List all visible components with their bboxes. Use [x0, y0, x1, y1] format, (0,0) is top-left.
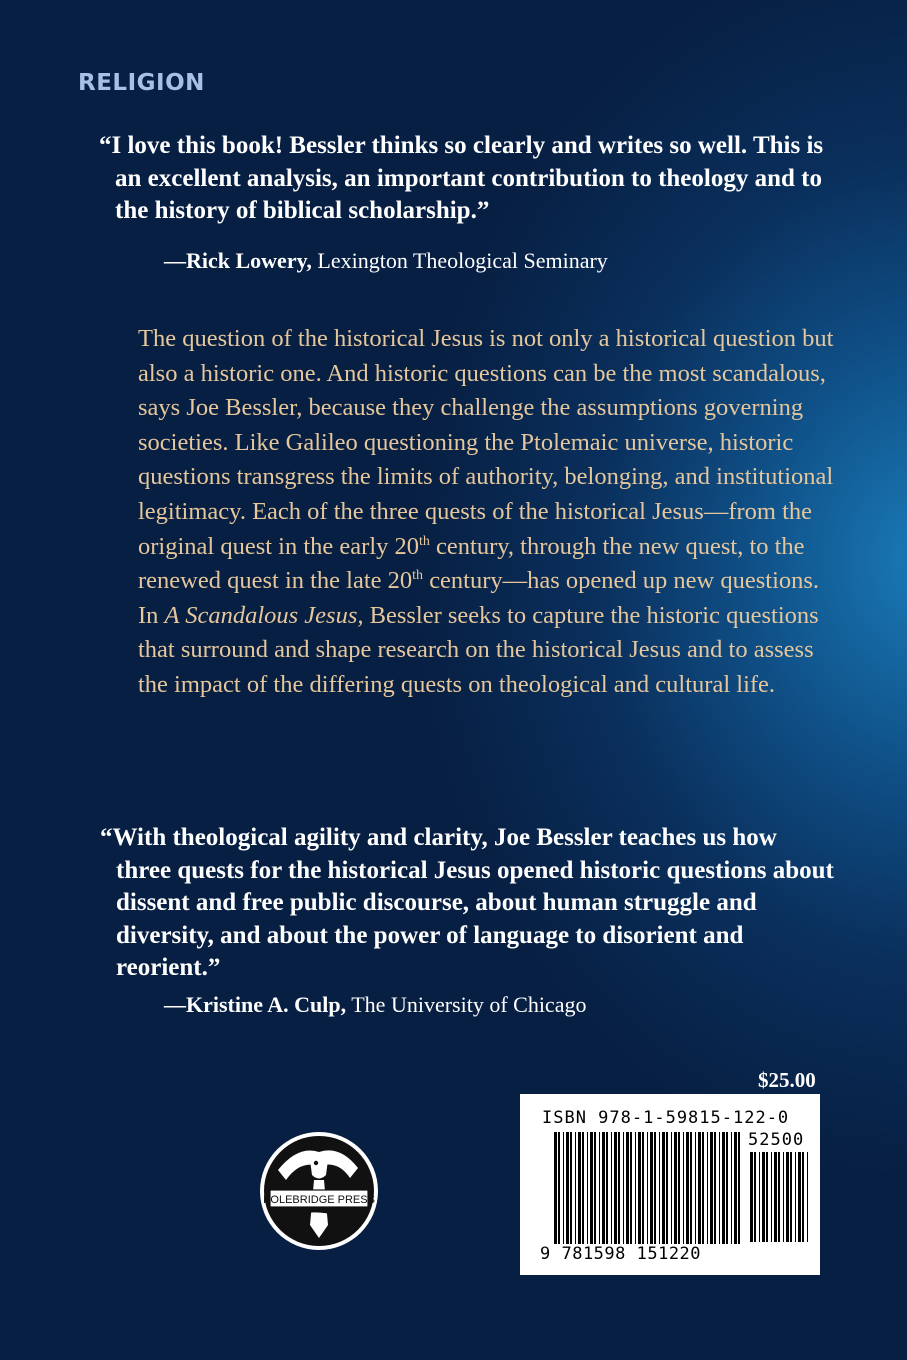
book-title-italic: A Scandalous Jesus,	[164, 601, 364, 629]
isbn-number: ISBN 978-1-59815-122-0	[542, 1108, 790, 1128]
barcode-main-bars	[554, 1132, 744, 1244]
book-description	[138, 322, 838, 703]
description-text-2: century, through the new quest, to the renewed quest in the late 20	[138, 532, 805, 595]
publisher-logo-text: POLEBRIDGE PRESS	[263, 1194, 375, 1206]
ordinal-suffix-1: th	[419, 533, 430, 549]
endorser-affiliation-2: The University of Chicago	[346, 992, 587, 1017]
publisher-logo-icon	[258, 1130, 380, 1252]
barcode-supplement-bars	[750, 1152, 810, 1242]
description-text-1: The question of the historical Jesus is not only a historical question but also a historic one. And historic questions can be the most scandalous, says Joe Bessler, because they challenge the assumptions governing societies. Like Galileo questioning the Ptolemaic universe, historic questions transgress the limits of authority, belonging, and institutional legitimacy. Each of the three quests of the historical Jesus—from the original quest in the early 20	[138, 325, 834, 560]
ordinal-suffix-2: th	[412, 568, 424, 583]
endorsement-quote-1: “I love this book! Bessler thinks so clearly and writes so well. This is an excellent analysis, an important contribution to theology and to the history of biblical scholarship.”	[99, 132, 824, 224]
endorsement-quote-2: “With theological agility and clarity, Joe Bessler teaches us how three quests for the historical Jesus opened historic questions about dissent and free public discourse, about human struggle and diversity, and about the power of language to disorient and reorient.”	[100, 824, 834, 981]
endorsement-attribution-1	[164, 247, 608, 275]
isbn-barcode	[520, 1094, 820, 1275]
description-text-4: Bessler seeks to capture the historic questions that surround and shape research on the historical Jesus and to assess the impact of the differing quests on theological and cultural life.	[138, 601, 819, 698]
description-text-3: century—has opened up new questions. In	[138, 567, 820, 629]
price-code: 52500	[748, 1130, 805, 1150]
price-label: $25.00	[758, 1068, 816, 1092]
endorser-name-2: —Kristine A. Culp,	[164, 992, 347, 1017]
barcode-digits: 9 781598 151220	[540, 1244, 702, 1264]
endorser-affiliation-1: Lexington Theological Seminary	[311, 248, 608, 273]
endorser-name-1: —Rick Lowery,	[164, 248, 312, 273]
endorsement-attribution-2	[164, 991, 586, 1019]
category-label: RELIGION	[78, 70, 205, 96]
